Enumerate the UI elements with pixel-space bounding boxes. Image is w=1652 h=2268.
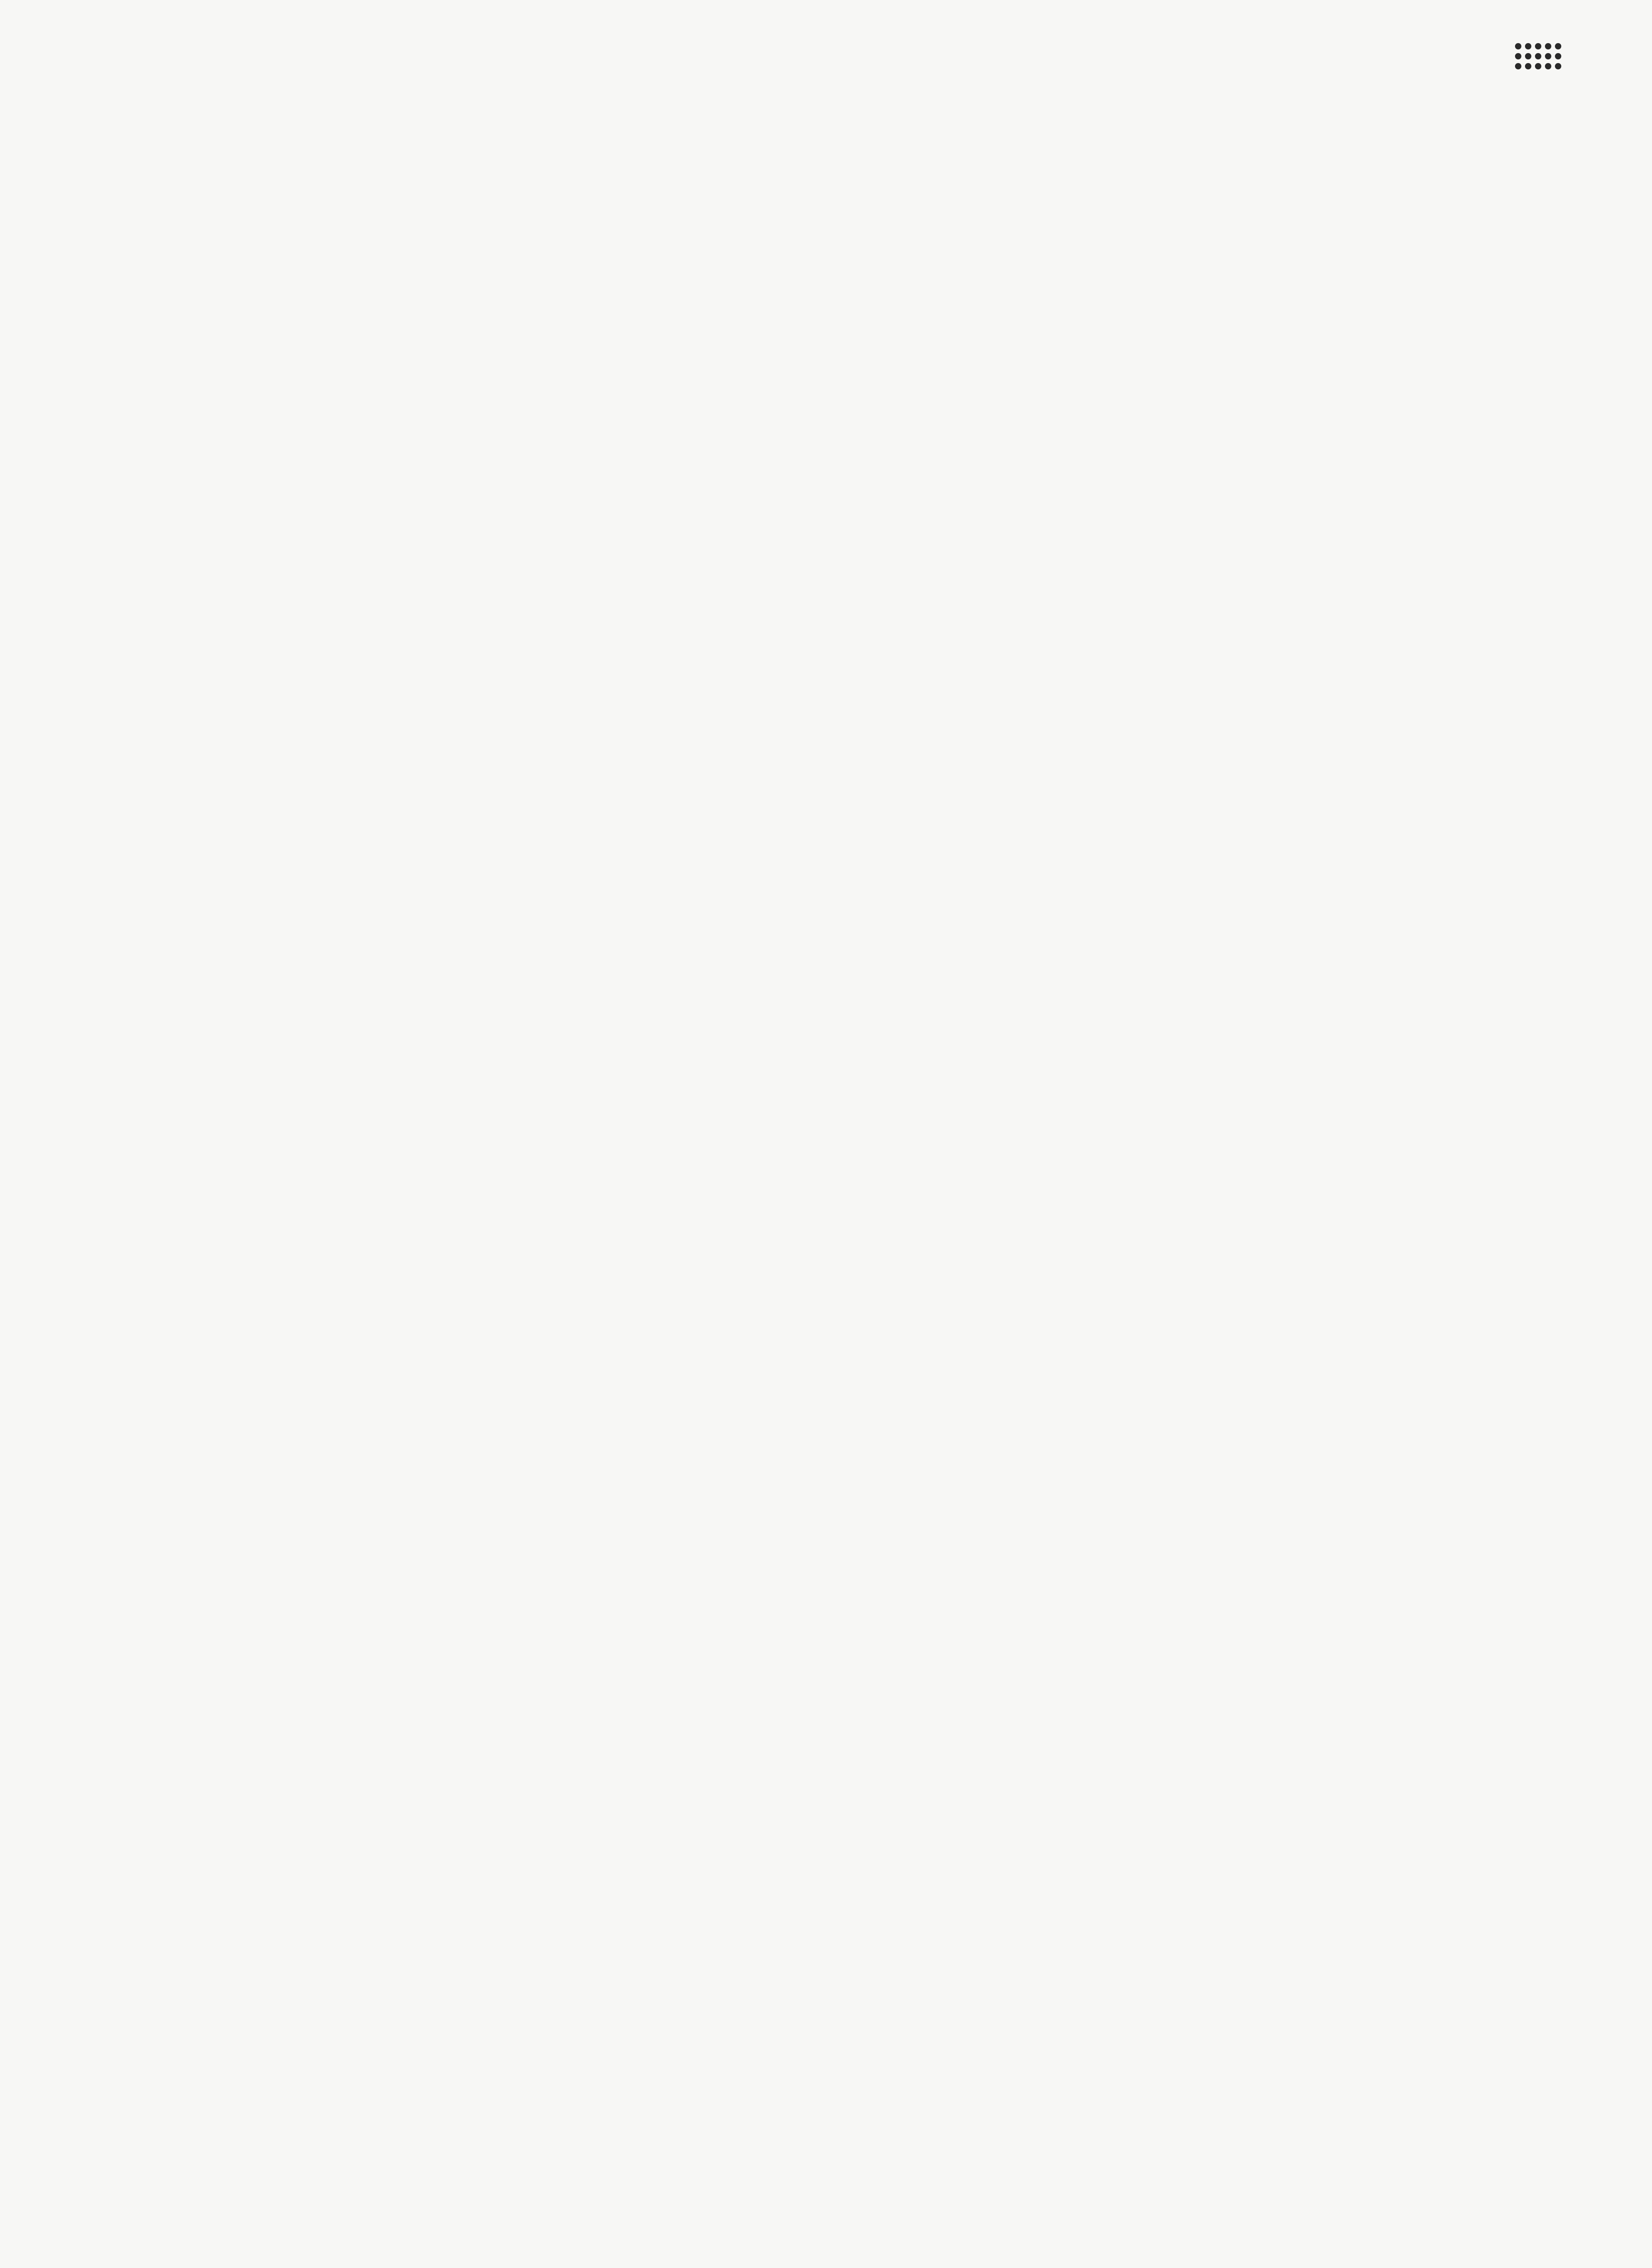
page-body (120, 104, 1544, 111)
page-header (1502, 43, 1561, 69)
header-dots-icon (1515, 43, 1561, 69)
